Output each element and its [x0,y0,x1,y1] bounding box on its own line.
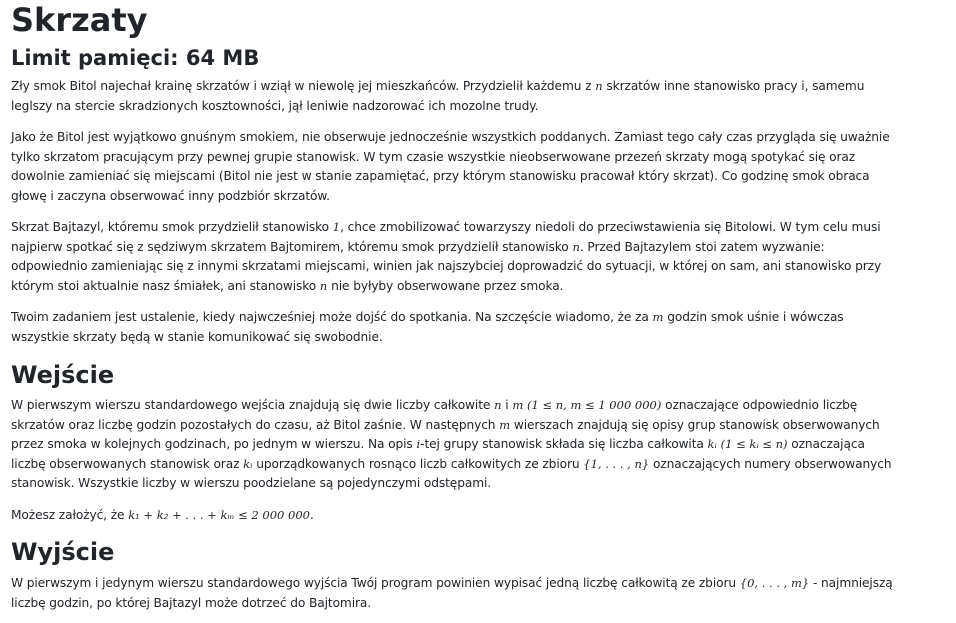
math-1: 1 [332,220,341,234]
intro-paragraph-1: Zły smok Bitol najechał krainę skrzatów i wziął w niewolę jej mieszkańców. Przydzielił każdemu z n skrzatów inne stanowisko pracy i, samemu leglszy na stercie skradzionych kosztowności, jął leniwie nadzorować ich mozolne trudy. [11,79,865,113]
math-ki: kᵢ [707,437,717,451]
intro-paragraph-2: Jako że Bitol jest wyjątkowo gnuśnym smokiem, nie obserwuje jednocześnie wszystkich poddanych. Zamiast tego cały czas przygląda się uważnie tylko skrzatom pracującym przy pewnej grupie stanowisk. W tym czasie wszystkie nieobserwowane przezeń skrzaty mogą spotykać się oraz dowolnie zamieniać się miejscami (Bitol nie jest w stanie zapamiętać, przy którym stanowisku pracował który skrzat). Co godzinę smok obraca głowę i zaczyna obserwować inny podzbiór skrzatów. [11,130,890,203]
input-paragraph-1: W pierwszym wierszu standardowego wejścia znajdują się dwie liczby całkowite n i m (1 ≤ n, m ≤ 1 000 000) oznaczające odpowiednio liczbę skrzatów oraz liczbę godzin pozostałych do czasu, aż Bitol zaśnie. W następnych m wierszach znajdują się opisy grup stanowisk obserwowanych przez smoka w kolejnych godzinach, po jednym w wierszu. Na opis i-tej grupy stanowisk składa się liczba całkowita kᵢ (1 ≤ kᵢ ≤ n) oznaczająca liczbę obserwowanych stanowisk oraz kᵢ uporządkowanych rosnąco liczb całkowitych ze zbioru {1, . . . , n} oznaczających numery obserwowanych stanowisk. Wszystkie liczby w wierszu poodzielane są pojedynczymi odstępami. [11,398,892,490]
math-n: n [595,79,603,93]
input-paragraph-2: Możesz założyć, że k₁ + k₂ + . . . + kₘ ≤ 2 000 000. [11,508,314,522]
intro-paragraph-4: Twoim zadaniem jest ustalenie, kiedy najwcześniej może dojść do spotkania. Na szczęście wiadomo, że za m godzin smok uśnie i wówczas wszystkie skrzaty będą w stanie komunikować się swobodnie. [11,310,844,344]
math-constraint-ki: (1 ≤ kᵢ ≤ n) [720,437,788,451]
math-constraint-nm: (1 ≤ n, m ≤ 1 000 000) [527,398,662,412]
intro-paragraph-3: Skrzat Bajtazyl, któremu smok przydzielił stanowisko 1, chce zmobilizować towarzyszy niedoli do przeciwstawienia się Bitolowi. W tym celu musi najpierw spotkać się z sędziwym skrzatem Bajtomirem, któremu smok przydzielił stanowisko n. Przed Bajtazylem stoi zatem wyzwanie: odpowiednio zamieniając się z innymi skrzatami miejscami, winien jak najszybciej doprowadzić do sytuacji, w której on sam, ani stanowisko przy którym stoi aktualnie nasz śmiałek, ani stanowisko n nie byłyby obserwowane przez smoka. [11,220,882,293]
memory-limit: Limit pamięci: 64 MB [11,46,260,70]
math-n: n [572,239,580,254]
math-n: n [319,278,328,293]
math-m: m [499,417,511,432]
math-n: n [494,398,502,412]
math-ki: kᵢ [243,456,253,471]
output-paragraph-1: W pierwszym i jedynym wierszu standardowego wyjścia Twój program powinien wypisać jedną liczbę całkowitą ze zbioru {0, . . . , m} - najmniejszą liczbę godzin, po której Bajtazyl może dotrzeć do Bajtomira. [11,576,893,610]
math-sum-constraint: k₁ + k₂ + . . . + kₘ ≤ 2 000 000 [128,508,310,522]
math-set: {1, . . . , n} [583,456,650,471]
input-heading: Wejście [11,361,115,389]
math-m: m [512,398,524,412]
math-output-set: {0, . . . , m} [739,576,810,590]
output-heading: Wyjście [11,538,115,566]
math-m: m [652,310,664,324]
math-i: i [416,437,421,451]
problem-title: Skrzaty [11,1,148,39]
